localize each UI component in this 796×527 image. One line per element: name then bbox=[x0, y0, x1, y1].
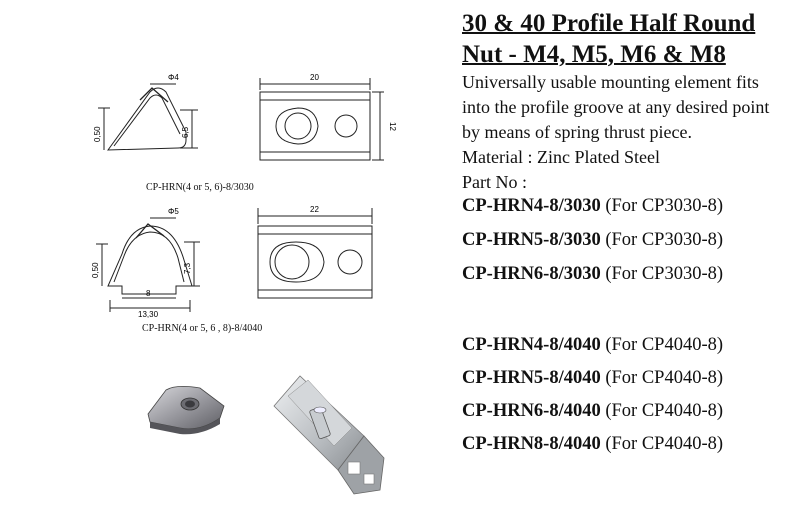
drawing-caption: CP-HRN(4 or 5, 6 , 8)-8/4040 bbox=[142, 323, 263, 334]
dim-phi: Φ4 bbox=[168, 73, 179, 82]
dim-left: 0,50 bbox=[91, 262, 100, 278]
material-line: Material : Zinc Plated Steel bbox=[462, 147, 660, 167]
part-note: (For CP3030-8) bbox=[605, 264, 724, 284]
description-line: into the profile groove at any desired point bbox=[462, 97, 770, 117]
part-no-label: Part No : bbox=[462, 172, 527, 192]
drawing-3030 bbox=[80, 60, 410, 200]
dim-height: 6,5 bbox=[181, 126, 190, 138]
dim-height: 7,3 bbox=[183, 262, 192, 274]
dim-base: 13,30 bbox=[138, 310, 159, 319]
product-description bbox=[462, 70, 792, 195]
description-line: by means of spring thrust piece. bbox=[462, 122, 692, 142]
part-row bbox=[462, 368, 723, 389]
part-code: CP-HRN6-8/3030 bbox=[462, 264, 601, 284]
dim-side: 12 bbox=[388, 122, 397, 131]
product-title bbox=[462, 8, 755, 70]
part-code: CP-HRN4-8/3030 bbox=[462, 196, 601, 216]
part-code: CP-HRN5-8/4040 bbox=[462, 368, 601, 388]
profile-assembly-photo bbox=[268, 366, 388, 496]
part-note: (For CP4040-8) bbox=[605, 434, 724, 454]
part-row bbox=[462, 264, 723, 285]
dim-width: 22 bbox=[310, 205, 319, 214]
part-code: CP-HRN5-8/3030 bbox=[462, 230, 601, 250]
part-row bbox=[462, 230, 723, 251]
part-row bbox=[462, 335, 723, 356]
part-code: CP-HRN4-8/4040 bbox=[462, 335, 601, 355]
part-note: (For CP4040-8) bbox=[605, 368, 724, 388]
title-line-1: 30 & 40 Profile Half Round bbox=[462, 10, 756, 37]
part-note: (For CP3030-8) bbox=[605, 196, 724, 216]
drawing-4040 bbox=[80, 200, 410, 320]
nut-photo bbox=[140, 378, 230, 438]
part-row bbox=[462, 196, 723, 217]
part-note: (For CP3030-8) bbox=[605, 230, 724, 250]
dim-phi: Φ5 bbox=[168, 207, 179, 216]
part-note: (For CP4040-8) bbox=[605, 401, 724, 421]
dim-width: 20 bbox=[310, 73, 319, 82]
dim-left: 0,50 bbox=[93, 126, 102, 142]
dim-inner: 8 bbox=[146, 289, 151, 298]
description-line: Universally usable mounting element fits bbox=[462, 72, 759, 92]
part-note: (For CP4040-8) bbox=[605, 335, 724, 355]
part-code: CP-HRN8-8/4040 bbox=[462, 434, 601, 454]
part-row bbox=[462, 401, 723, 422]
title-line-2: Nut - M4, M5, M6 & M8 bbox=[462, 41, 726, 68]
drawing-caption: CP-HRN(4 or 5, 6)-8/3030 bbox=[146, 182, 254, 193]
part-code: CP-HRN6-8/4040 bbox=[462, 401, 601, 421]
part-row bbox=[462, 434, 723, 455]
